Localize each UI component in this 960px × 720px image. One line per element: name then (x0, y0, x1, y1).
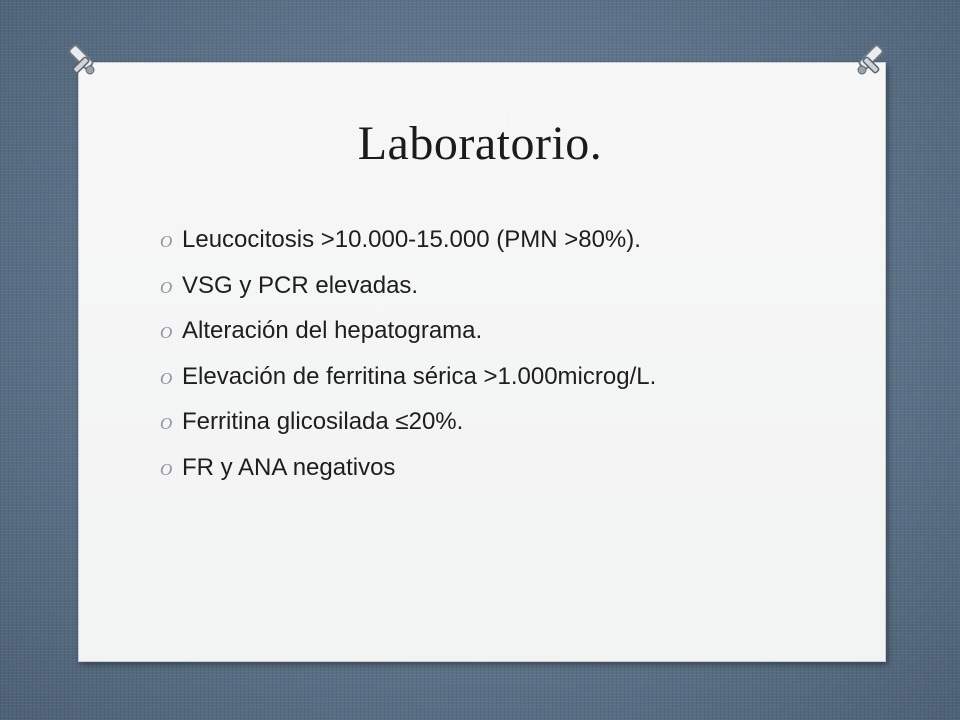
bullet-marker: O (160, 277, 173, 297)
list-item-text: VSG y PCR elevadas. (182, 271, 419, 299)
list-item (160, 454, 860, 500)
bullet-list (160, 226, 860, 499)
list-item (160, 363, 860, 409)
list-item-text: Ferritina glicosilada ≤20%. (182, 408, 464, 435)
bullet-marker: O (160, 368, 173, 388)
list-item (160, 272, 860, 318)
list-item-text: Alteración del hepatograma. (182, 317, 483, 344)
list-item (160, 408, 860, 454)
list-item-text: Elevación de ferritina sérica >1.000microg/L. (182, 362, 657, 390)
slide-title: Laboratorio. (357, 117, 603, 170)
bullet-marker: O (160, 323, 173, 342)
list-item-text: Leucocitosis >10.000-15.000 (PMN >80%). (182, 226, 641, 253)
bullet-marker: O (160, 459, 173, 479)
list-item-text: FR y ANA negativos (182, 453, 396, 481)
pushpin-icon (852, 40, 892, 80)
list-item (160, 317, 860, 363)
bullet-marker: O (160, 414, 173, 433)
pushpin-icon (60, 40, 100, 80)
list-item (160, 226, 860, 272)
bullet-marker: O (160, 232, 173, 251)
